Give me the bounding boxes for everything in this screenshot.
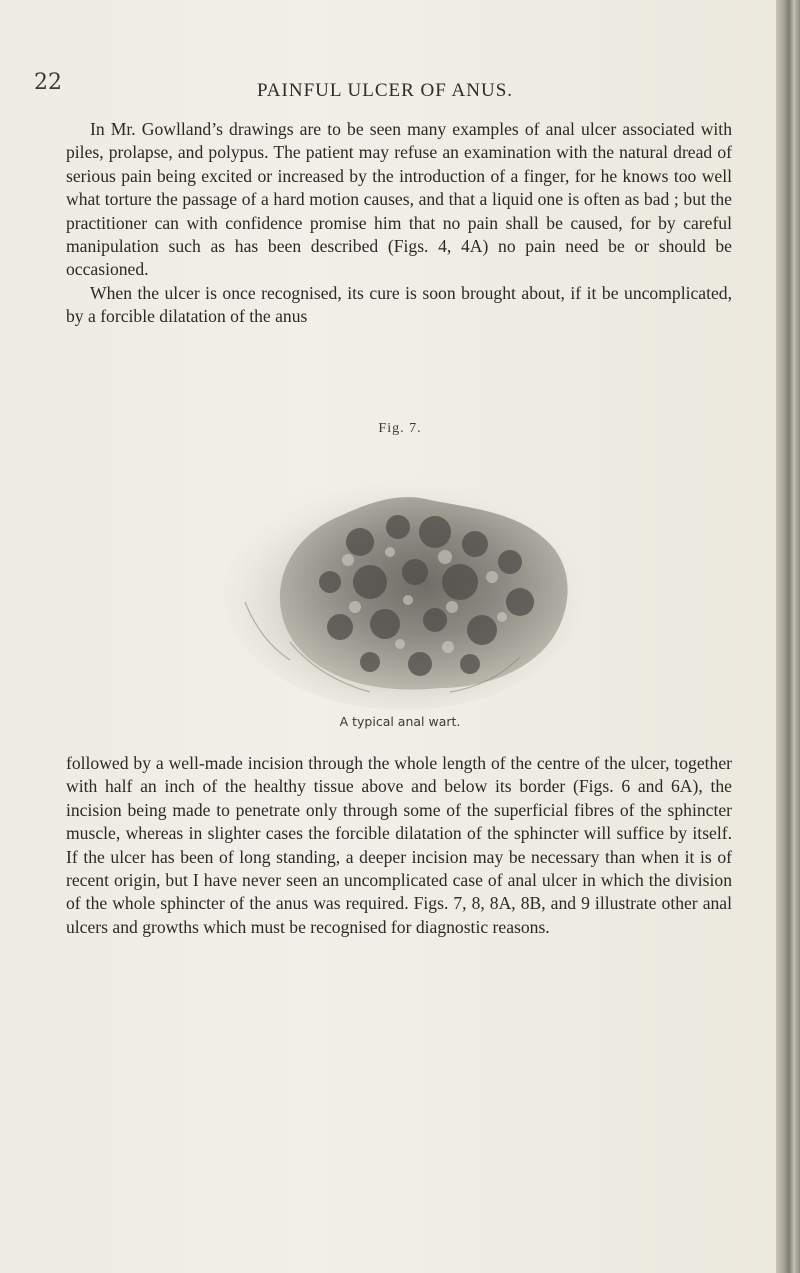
body-paragraph-3: followed by a well-made incision through the whole length of the centre of the ulcer, together with half an inch of the healthy tissue above and below its border (Figs. 6 and 6A), the incision being made to penetrate only through some of the superficial fibres of the sphincter muscle, whereas in slighter cases the forcible dilatation of the sphincter will suffice by itself. If the ulcer has been of long standing, a deeper incision may be necessary than when it is of recent origin, but I have never seen an uncomplicated case of anal ulcer in which the division of the whole sphincter of the anus was required. Figs. 7, 8, 8A, 8B, and 9 illustrate other anal ulcers and growths which must be recognised for diagnostic reasons. — [66, 753, 732, 937]
page-number: 22 — [34, 70, 62, 95]
paragraph-2-text: When the ulcer is once recognised, its cure is soon brought about, if it be uncomplicated, by a forcible dilatation of the anus — [66, 282, 732, 327]
body-paragraph-1 — [66, 118, 732, 329]
figure-label: Fig. 7. — [378, 421, 422, 436]
figure-caption: A typical anal wart. — [339, 714, 461, 729]
running-head: PAINFUL ULCER OF ANUS. — [256, 80, 514, 101]
page-edge — [776, 0, 800, 1273]
paragraph-1-text: In Mr. Gowlland’s drawings are to be seen many examples of anal ulcer associated with piles, prolapse, and polypus. The patient may refuse an examination with the natural dread of serious pain being excited or increased by the introduction of a finger, for he knows too well what torture the passage of a hard motion causes, and that a liquid one is often as bad ; but the practitioner can with confidence promise him that no pain shall be caused, for by careful manipulation such as has been described (Figs. 4, 4A) no pain need be or should be occasioned. — [66, 119, 732, 280]
anal-wart-illustration — [220, 452, 588, 714]
